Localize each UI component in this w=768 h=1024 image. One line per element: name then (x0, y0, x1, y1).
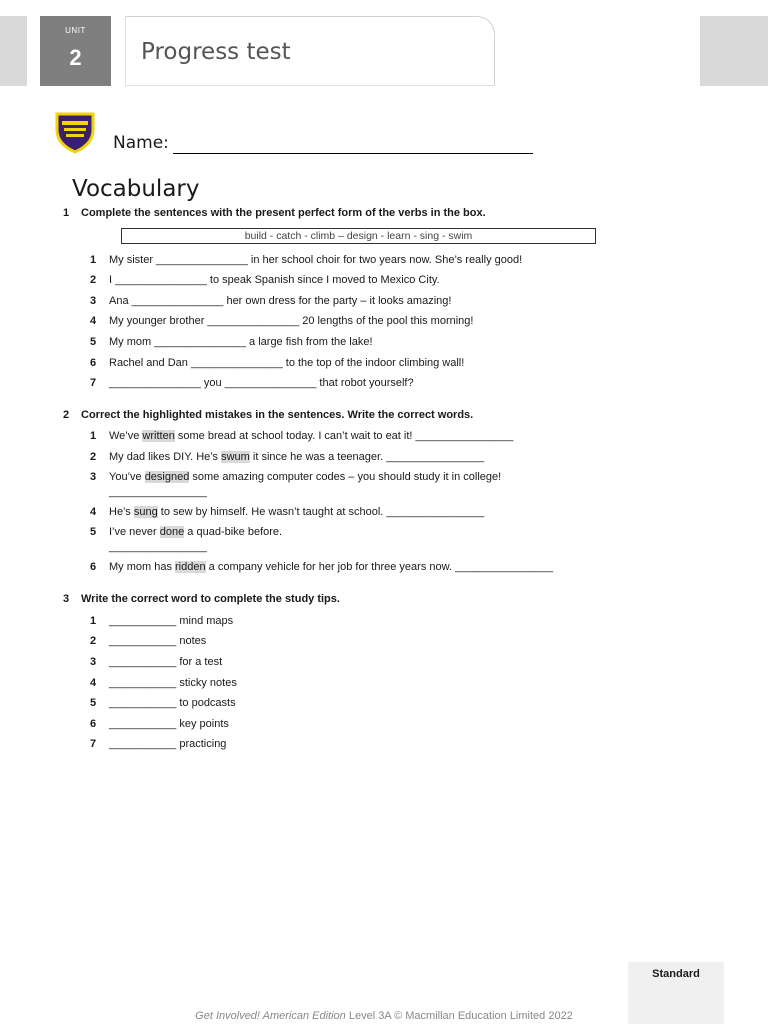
ex2-item[interactable] (90, 430, 513, 442)
item-text: I _______________ to speak Spanish since I moved to Mexico City. (109, 274, 440, 286)
item-text: ___________ practicing (109, 738, 227, 750)
item-text: ___________ for a test (109, 656, 223, 668)
ex1-item[interactable] (90, 336, 373, 348)
section-heading-vocabulary: Vocabulary (72, 176, 200, 202)
left-grey-tab (0, 16, 27, 86)
item-number: 3 (90, 656, 97, 668)
item-text-after: a company vehicle for her job for three years now. ________________ (205, 561, 553, 573)
answer-line[interactable]: ________________ (109, 486, 207, 498)
exercise-instruction: Correct the highlighted mistakes in the sentences. Write the correct words. (81, 409, 474, 421)
item-number: 4 (90, 506, 97, 518)
unit-badge (40, 16, 111, 86)
ex2-item[interactable] (90, 451, 484, 463)
item-text: Rachel and Dan _______________ to the top of the indoor climbing wall! (109, 357, 465, 369)
item-text-before: My mom has (109, 561, 176, 573)
exercise-3-title (63, 593, 340, 605)
ex2-item[interactable] (90, 526, 282, 538)
item-text: ___________ to podcasts (109, 697, 236, 709)
ex1-item[interactable] (90, 295, 451, 307)
exercise-number: 3 (63, 593, 70, 605)
exercise-instruction: Complete the sentences with the present perfect form of the verbs in the box. (81, 207, 486, 219)
exercise-1-title (63, 207, 486, 219)
item-text-before: I’ve never (109, 526, 160, 538)
highlighted-mistake: ridden (175, 561, 206, 573)
item-number: 5 (90, 697, 97, 709)
ex1-item[interactable] (90, 254, 522, 266)
ex3-item[interactable] (90, 677, 237, 689)
item-number: 5 (90, 336, 97, 348)
page-title: Progress test (141, 39, 291, 65)
name-label: Name: (113, 133, 169, 153)
item-text-after: it since he was a teenager. ________________ (249, 451, 485, 463)
school-crest-icon (53, 110, 97, 154)
item-number: 5 (90, 526, 97, 538)
exercise-2-title (63, 409, 473, 421)
ex3-item[interactable] (90, 615, 233, 627)
answer-line[interactable]: ________________ (109, 541, 207, 553)
exercise-number: 1 (63, 207, 70, 219)
right-grey-tab (700, 16, 768, 86)
item-text: ___________ sticky notes (109, 677, 237, 689)
item-number: 1 (90, 254, 97, 266)
ex2-item[interactable] (90, 561, 553, 573)
item-text-after: to sew by himself. He wasn’t taught at school. ________________ (157, 506, 485, 518)
exercise-number: 2 (63, 409, 70, 421)
item-text: ___________ key points (109, 718, 229, 730)
ex3-item[interactable] (90, 738, 226, 750)
item-text-before: My dad likes DIY. He’s (109, 451, 222, 463)
exercise-instruction: Write the correct word to complete the study tips. (81, 593, 340, 605)
highlighted-mistake: designed (144, 471, 190, 483)
ex3-item[interactable] (90, 656, 222, 668)
ex3-item[interactable] (90, 718, 229, 730)
item-number: 2 (90, 451, 97, 463)
ex3-item[interactable] (90, 697, 236, 709)
item-number: 3 (90, 295, 97, 307)
item-number: 6 (90, 357, 97, 369)
item-number: 7 (90, 738, 97, 750)
ex2-item[interactable] (90, 506, 484, 518)
highlighted-mistake: sung (133, 506, 158, 518)
item-number: 4 (90, 315, 97, 327)
highlighted-mistake: done (159, 526, 185, 538)
word-box: build - catch - climb – design - learn - sing - swim (121, 228, 596, 244)
item-number: 4 (90, 677, 97, 689)
highlighted-mistake: swum (221, 451, 250, 463)
item-number: 6 (90, 718, 97, 730)
item-text-before: We’ve (109, 430, 143, 442)
unit-label: UNIT (65, 26, 86, 35)
item-text-after: some bread at school today. I can’t wait to eat it! ________________ (174, 430, 514, 442)
item-text: My sister _______________ in her school choir for two years now. She’s really good! (109, 254, 523, 266)
item-number: 1 (90, 615, 97, 627)
footer-book-title: Get Involved! American Edition (195, 1010, 346, 1022)
item-text-after: a quad-bike before. (184, 526, 283, 538)
footer-copyright: Level 3A © Macmillan Education Limited 2022 (345, 1010, 573, 1022)
ex2-item[interactable] (90, 471, 501, 483)
item-text-before: You’ve (109, 471, 145, 483)
item-text: _______________ you _______________ that robot yourself? (109, 377, 414, 389)
ex1-item[interactable] (90, 274, 440, 286)
title-box (125, 16, 495, 86)
ex1-item[interactable] (90, 377, 414, 389)
item-number: 1 (90, 430, 97, 442)
item-number: 3 (90, 471, 97, 483)
item-number: 6 (90, 561, 97, 573)
footer (0, 1010, 768, 1022)
item-number: 2 (90, 274, 97, 286)
unit-number: 2 (69, 45, 82, 70)
item-number: 2 (90, 635, 97, 647)
item-number: 7 (90, 377, 97, 389)
ex1-item[interactable] (90, 315, 473, 327)
item-text: ___________ notes (109, 635, 207, 647)
item-text: Ana _______________ her own dress for the party – it looks amazing! (109, 295, 452, 307)
item-text: My younger brother _______________ 20 lengths of the pool this morning! (109, 315, 474, 327)
name-field[interactable] (173, 153, 533, 154)
item-text: ___________ mind maps (109, 615, 234, 627)
highlighted-mistake: written (142, 430, 175, 442)
item-text-after: some amazing computer codes – you should study it in college! (189, 471, 502, 483)
level-label: Standard (652, 968, 700, 980)
ex3-item[interactable] (90, 635, 206, 647)
item-text-before: He’s (109, 506, 134, 518)
item-text: My mom _______________ a large fish from the lake! (109, 336, 373, 348)
ex1-item[interactable] (90, 357, 464, 369)
